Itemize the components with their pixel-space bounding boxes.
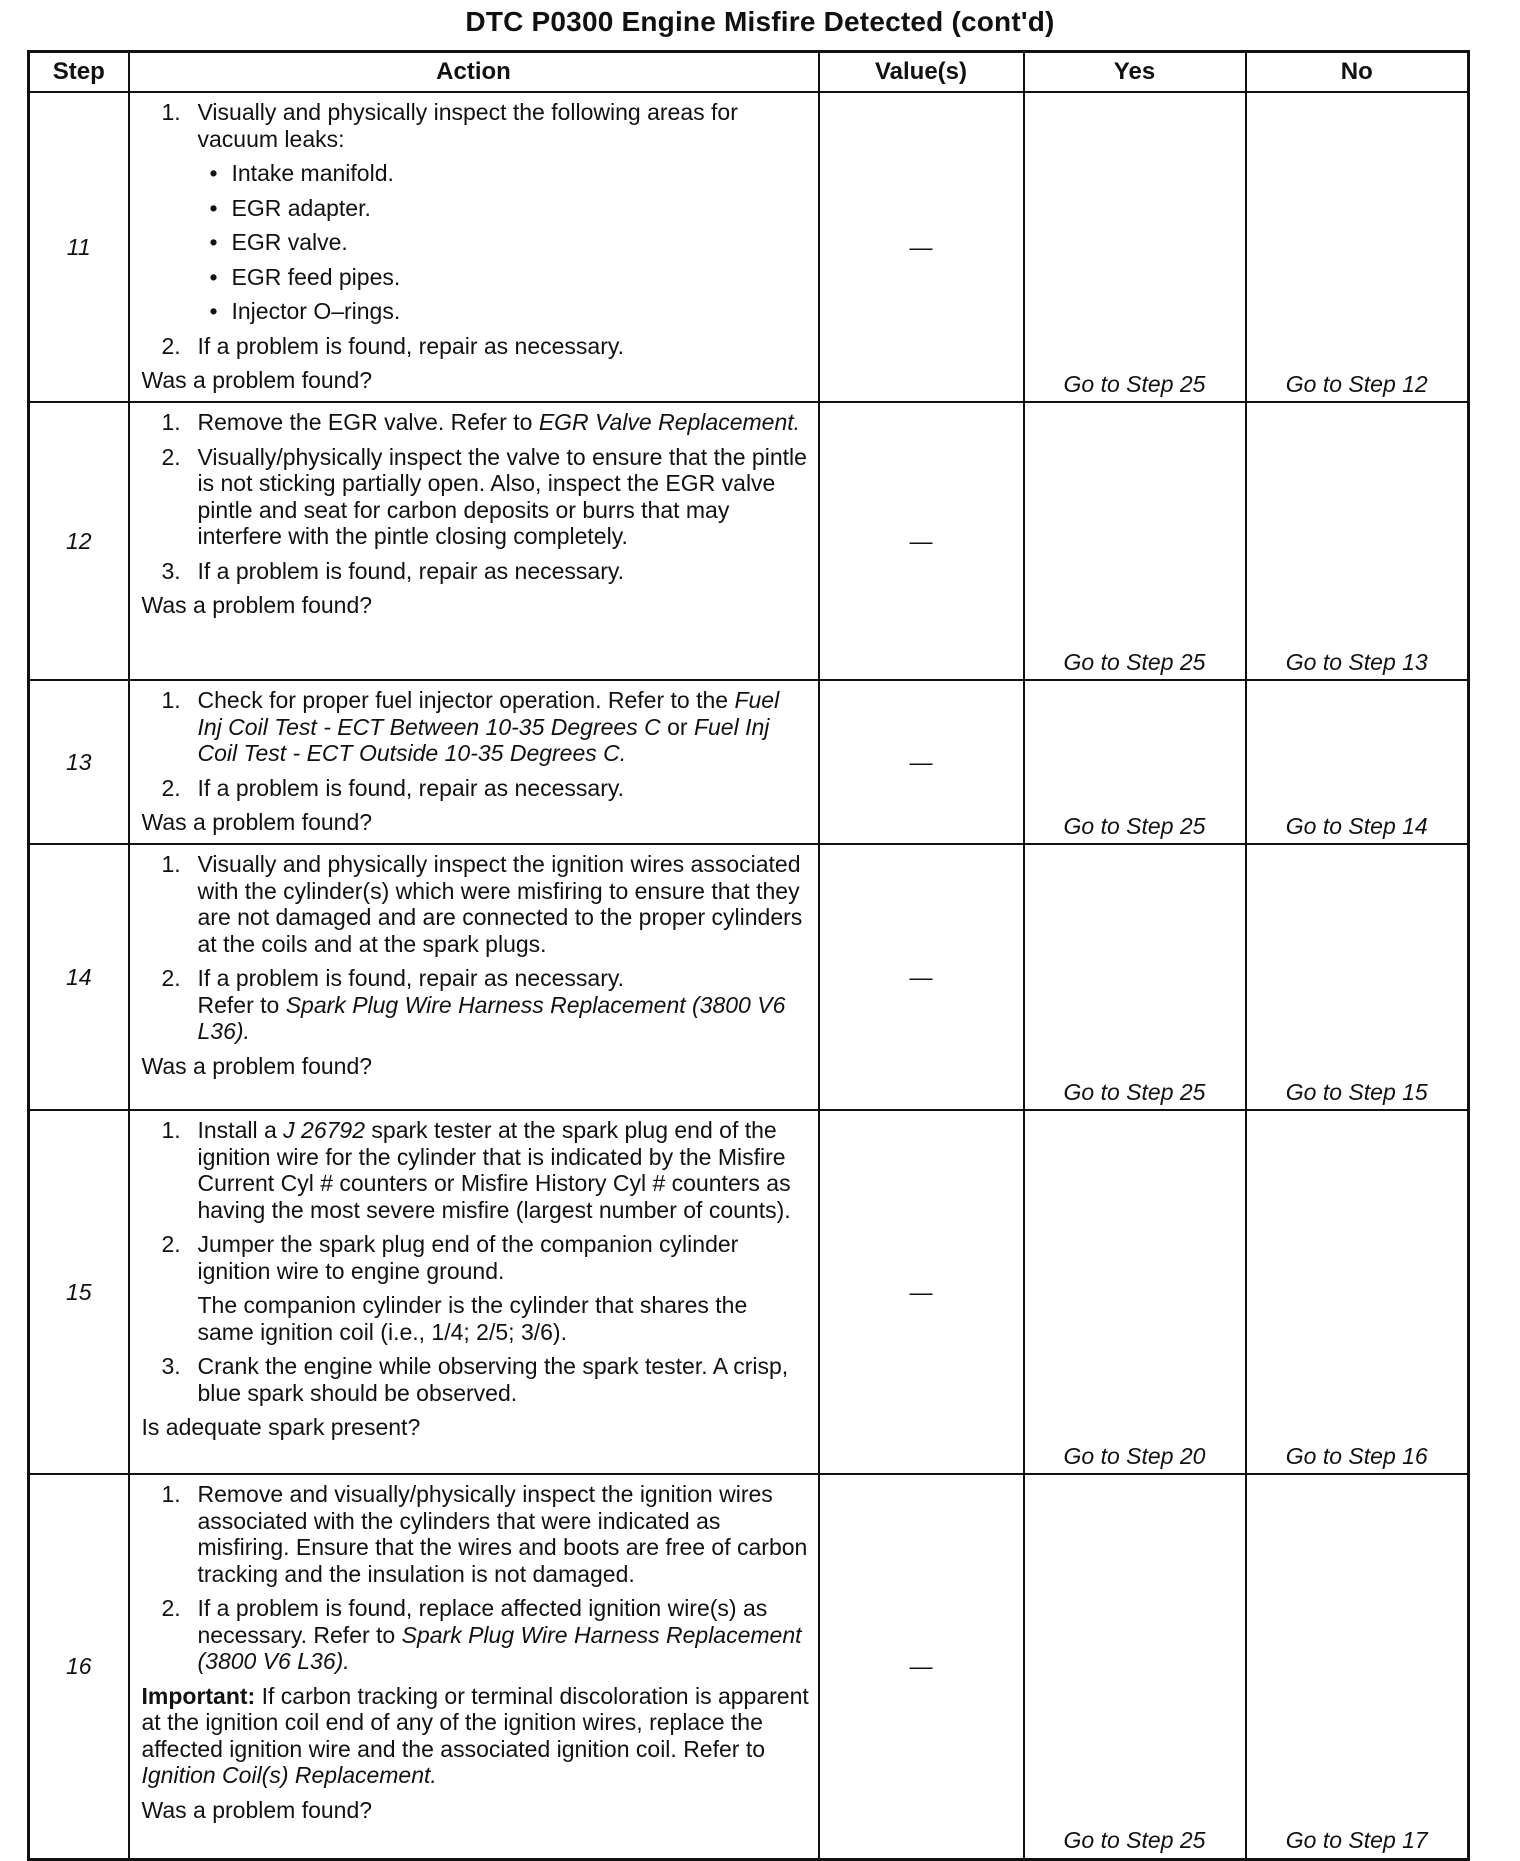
table-row <box>29 680 1469 844</box>
yes-result: Go to Step 25 <box>1024 1474 1246 1859</box>
action-cell <box>129 1110 819 1474</box>
step-number: 16 <box>29 1474 129 1859</box>
action-item <box>142 1481 810 1587</box>
header-yes: Yes <box>1024 52 1246 93</box>
no-result: Go to Step 13 <box>1246 402 1469 680</box>
item-text: Visually and physically inspect the following areas for vacuum leaks: <box>197 99 738 152</box>
question-text: Was a problem found? <box>141 592 373 618</box>
header-row <box>29 52 1469 93</box>
bullet-item <box>142 229 810 256</box>
table-row <box>29 1474 1469 1859</box>
no-result: Go to Step 14 <box>1246 680 1469 844</box>
header-action: Action <box>129 52 819 93</box>
bullet-icon: • <box>209 194 218 221</box>
important-text: If carbon tracking or terminal discoloration is apparent at the ignition coil end of any of the ignition wires, replace the affected ignition wire and the associated ignition coil. Refer to <box>141 1682 809 1762</box>
question-text: Was a problem found? <box>141 809 373 835</box>
action-cell <box>129 1474 819 1859</box>
bullet-icon: • <box>209 229 218 255</box>
value-cell: — <box>819 402 1024 680</box>
item-number: 1. <box>161 687 181 713</box>
action-item <box>142 1595 810 1675</box>
step-number: 13 <box>29 680 129 844</box>
action-cell <box>129 92 819 402</box>
item-text: Visually/physically inspect the valve to ensure that the pintle is not sticking partially open. Also, inspect the EGR valve pintle and seat for carbon deposits or burrs that may interfere with the pintle closing completely. <box>197 443 807 549</box>
item-number: 1. <box>161 1117 181 1143</box>
item-number: 2. <box>161 1595 181 1621</box>
step-number: 15 <box>29 1110 129 1474</box>
action-cell <box>129 402 819 680</box>
bullet-text: EGR feed pipes. <box>231 263 401 290</box>
diagnostic-table <box>27 50 1470 1861</box>
action-item <box>142 687 810 767</box>
step-number: 14 <box>29 844 129 1110</box>
no-result: Go to Step 16 <box>1246 1110 1469 1474</box>
item-text: If a problem is found, repair as necessary. <box>197 774 625 801</box>
action-cell <box>129 844 819 1110</box>
table-row <box>29 92 1469 402</box>
action-item <box>142 851 810 957</box>
item-number: 1. <box>161 409 181 435</box>
item-number: 2. <box>161 774 181 801</box>
action-item <box>142 333 810 360</box>
item-reference: Ignition Coil(s) Replacement. <box>141 1762 437 1788</box>
item-text: Install a <box>197 1117 277 1143</box>
value-cell: — <box>819 1110 1024 1474</box>
bullet-icon: • <box>209 263 218 290</box>
value-cell: — <box>819 844 1024 1110</box>
value-cell: — <box>819 680 1024 844</box>
yes-result: Go to Step 25 <box>1024 402 1246 680</box>
item-number: 1. <box>161 851 181 877</box>
action-item <box>142 1231 810 1284</box>
item-reference: Spark Plug Wire Harness Replacement (3800 V6 L36). <box>197 991 786 1044</box>
bullet-text: EGR valve. <box>231 229 348 255</box>
action-item <box>142 775 810 802</box>
table-row <box>29 402 1469 680</box>
item-reference: J 26792 <box>283 1117 366 1143</box>
action-item-note <box>142 1292 810 1345</box>
item-text: If a problem is found, replace affected ignition wire(s) as necessary. Refer to <box>197 1595 768 1648</box>
yes-result: Go to Step 25 <box>1024 844 1246 1110</box>
item-text: spark tester at the spark plug end of the ignition wire for the cylinder that is indicated by the Misfire Current Cyl # counters or Misfire History Cyl # counters as having the most severe misfire (largest number of counts). <box>197 1117 791 1223</box>
yes-result: Go to Step 25 <box>1024 680 1246 844</box>
item-reference: Fuel Inj Coil Test - ECT Between 10-35 Degrees C <box>197 687 780 740</box>
item-text: If a problem is found, repair as necessary. <box>197 965 625 991</box>
item-reference: EGR Valve Replacement. <box>538 409 801 435</box>
item-text: or <box>667 713 688 740</box>
step-number: 11 <box>29 92 129 402</box>
action-item <box>142 444 810 550</box>
important-note <box>142 1683 810 1789</box>
header-no: No <box>1246 52 1469 93</box>
question-text: Was a problem found? <box>141 1796 373 1823</box>
item-text: Check for proper fuel injector operation. Refer to the <box>197 687 729 713</box>
bullet-text: Intake manifold. <box>231 160 394 186</box>
bullet-icon: • <box>209 298 218 324</box>
item-note: The companion cylinder is the cylinder that shares the same ignition coil (i.e., 1/4; 2/5; 3/6). <box>197 1292 748 1345</box>
bullet-item <box>142 264 810 291</box>
item-number: 3. <box>161 557 181 584</box>
item-text: If a problem is found, repair as necessary. <box>197 332 625 359</box>
question-text: Was a problem found? <box>141 1052 373 1079</box>
bullet-item <box>142 160 810 187</box>
important-label: Important: <box>141 1682 256 1709</box>
item-text: Visually and physically inspect the ignition wires associated with the cylinder(s) which were misfiring to ensure that they are not damaged and are connected to the proper cylinders at the coils and at the spark plugs. <box>197 851 803 957</box>
item-text: Jumper the spark plug end of the companion cylinder ignition wire to engine ground. <box>197 1231 739 1284</box>
value-cell: — <box>819 92 1024 402</box>
bullet-item <box>142 298 810 325</box>
item-text: Remove the EGR valve. Refer to <box>197 409 533 435</box>
bullet-item <box>142 195 810 222</box>
item-text: Refer to <box>197 991 280 1018</box>
bullet-icon: • <box>209 160 218 186</box>
action-cell <box>129 680 819 844</box>
header-step: Step <box>29 52 129 93</box>
header-value: Value(s) <box>819 52 1024 93</box>
item-number: 2. <box>161 443 181 470</box>
item-number: 2. <box>161 965 181 991</box>
table-row <box>29 844 1469 1110</box>
action-item <box>142 965 810 1045</box>
item-text: Remove and visually/physically inspect the ignition wires associated with the cylinders that were indicated as misfiring. Ensure that the wires and boots are free of carbon tracking and the insulation is not damaged. <box>197 1481 808 1587</box>
item-number: 2. <box>161 1231 181 1257</box>
item-number: 3. <box>161 1353 181 1379</box>
no-result: Go to Step 15 <box>1246 844 1469 1110</box>
action-item <box>142 558 810 585</box>
step-number: 12 <box>29 402 129 680</box>
item-number: 1. <box>161 99 181 125</box>
table-row <box>29 1110 1469 1474</box>
value-cell: — <box>819 1474 1024 1859</box>
action-item <box>142 1353 810 1406</box>
bullet-text: Injector O–rings. <box>231 298 401 324</box>
bullet-text: EGR adapter. <box>231 194 371 221</box>
item-reference: Fuel Inj Coil Test - ECT Outside 10-35 Degrees C. <box>197 713 770 766</box>
action-item <box>142 99 810 152</box>
item-text: Crank the engine while observing the spark tester. A crisp, blue spark should be observed. <box>197 1353 789 1406</box>
yes-result: Go to Step 20 <box>1024 1110 1246 1474</box>
no-result: Go to Step 12 <box>1246 92 1469 402</box>
yes-result: Go to Step 25 <box>1024 92 1246 402</box>
question-text: Is adequate spark present? <box>141 1414 421 1440</box>
document-title: DTC P0300 Engine Misfire Detected (cont'd) <box>465 6 1055 37</box>
action-item <box>142 1117 810 1223</box>
item-number: 2. <box>161 332 181 359</box>
question-text: Was a problem found? <box>141 367 373 393</box>
item-reference: Spark Plug Wire Harness Replacement (3800 V6 L36). <box>197 1621 802 1674</box>
no-result: Go to Step 17 <box>1246 1474 1469 1859</box>
item-number: 1. <box>161 1481 181 1507</box>
action-item <box>142 409 810 436</box>
item-text: If a problem is found, repair as necessary. <box>197 557 625 584</box>
